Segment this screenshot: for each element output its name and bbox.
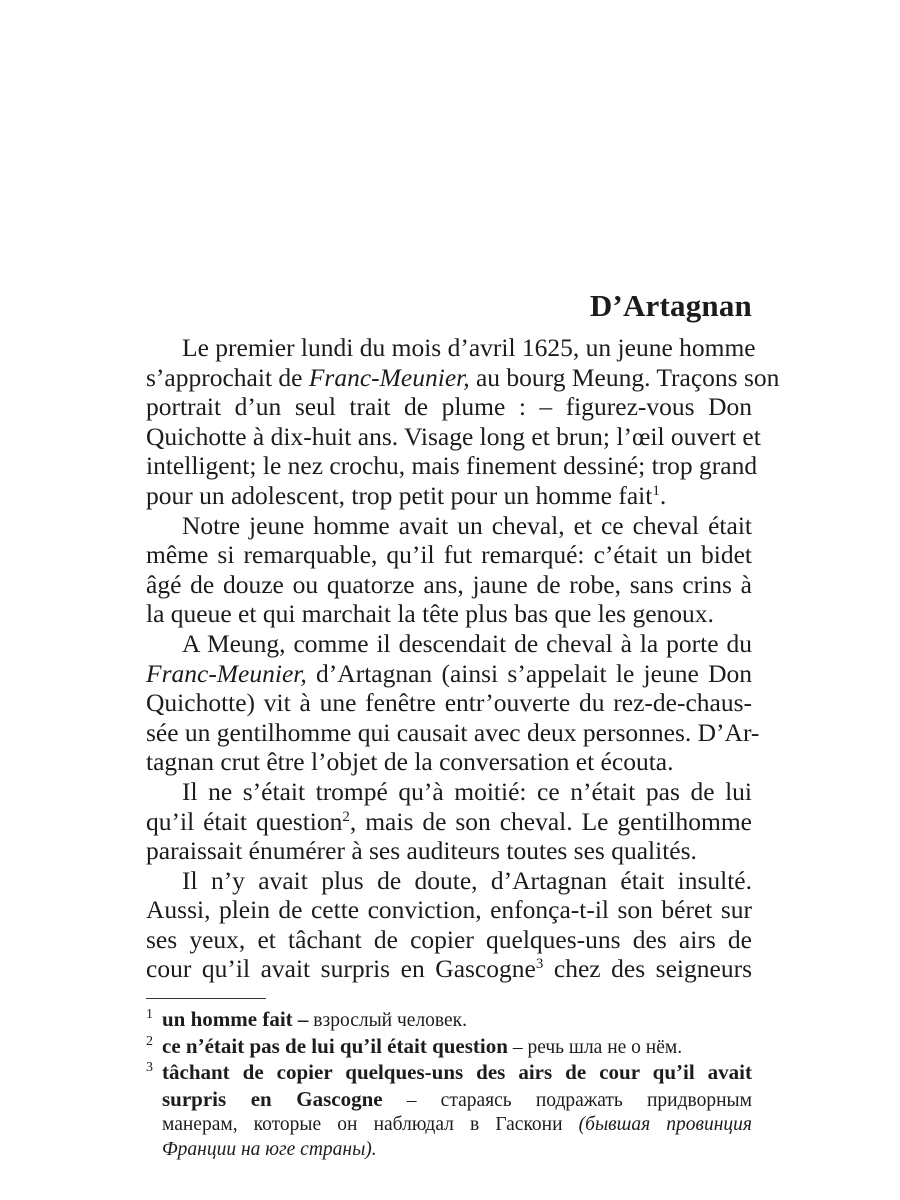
text-run: ses yeux, et tâchant de copier quelques-uns des airs de [146, 924, 752, 954]
footnote-ref: 3 [535, 956, 544, 973]
text-run: paraissait énumérer à ses auditeurs toutes ses qualités. [146, 836, 697, 866]
text-line [146, 895, 752, 925]
text-line [146, 717, 760, 748]
text-run: intelligent; le nez crochu, mais finement dessiné; trop grand [146, 451, 758, 481]
text-line [146, 925, 752, 955]
text-run: Notre jeune homme avait un cheval, et ce cheval était [182, 510, 752, 540]
paragraph [146, 628, 760, 777]
bold-run: ce n’était pas de lui qu’il était question [162, 1033, 508, 1058]
paragraph [146, 777, 752, 866]
text-run: même si remarquable, qu’il fut remarqué: c’était un bidet [146, 540, 752, 570]
page [146, 287, 780, 1162]
text-run: s’approchait de [146, 362, 309, 392]
footnote-ref: 2 [342, 808, 350, 825]
text-run: âgé de douze ou quatorze ans, jaune de robe, sans crins à [146, 569, 752, 599]
paragraph [146, 866, 752, 984]
text-run: tagnan crut être l’objet de la conversation et écouta. [146, 747, 674, 777]
text-run: взрослый человек. [308, 1010, 468, 1032]
text-run: Quichotte) vit à une fenêtre entr’ouverte du rez-de-chaus- [146, 688, 752, 718]
text-line [146, 392, 752, 422]
footnote-separator [146, 998, 266, 999]
text-run: Il n’y avait plus de doute, d’Artagnan était insulté. [182, 865, 752, 895]
text-line [146, 570, 752, 600]
paragraph [146, 511, 752, 629]
text-run: la queue et qui marchait la tête plus bas que les genoux. [146, 599, 714, 629]
bold-run: surpris en Gascogne [162, 1086, 383, 1111]
footnotes [146, 1007, 752, 1162]
footnote-line [162, 1034, 752, 1061]
footnote-line [162, 1087, 752, 1114]
text-run: au bourg Meung. Traçons son [469, 362, 780, 392]
text-run: A Meung, comme il descendait de cheval à la porte du [182, 628, 752, 658]
footnote-number: 1 [146, 1007, 153, 1023]
text-line [146, 511, 752, 541]
bold-run: tâchant de copier quelques-uns des airs de cour qu’il avait [162, 1060, 752, 1085]
text-run: d’Artagnan (ainsi s’appelait le jeune Don [306, 658, 752, 688]
text-run: pour un adolescent, trop petit pour un homme fait [146, 480, 653, 510]
footnote-ref: 1 [652, 482, 660, 499]
text-run: Aussi, plein de cette conviction, enfonça-t-il son béret sur [146, 895, 752, 925]
italic-run: Franc-Meunier, [308, 362, 470, 392]
text-line [146, 866, 752, 896]
text-run: манерам, которые он наблюдал в Гаскони [162, 1114, 579, 1136]
text-line [146, 777, 752, 807]
text-line [146, 333, 756, 363]
text-run: Le premier lundi du mois d’avril 1625, un jeune homme [182, 333, 756, 362]
body-text [146, 333, 780, 984]
text-line [146, 599, 752, 629]
text-line [146, 747, 752, 777]
italic-run: Franc-Meunier, [146, 658, 307, 688]
text-run: cour qu’il avait surpris en Gascogne [146, 954, 536, 984]
text-run: chez des seigneurs [543, 954, 752, 984]
text-line [146, 688, 752, 718]
chapter-title: D’Artagnan [589, 288, 752, 323]
footnote [146, 1034, 752, 1061]
text-run: – речь шла не о нём. [507, 1036, 683, 1058]
text-run: – стараясь подражать придворным [382, 1089, 752, 1111]
paragraph [146, 333, 780, 511]
text-line [146, 954, 752, 984]
text-run: Quichotte à dix-huit ans. Visage long et brun; l’œil ouvert et [146, 421, 761, 451]
footnote-line [162, 1007, 752, 1034]
text-line [146, 659, 752, 689]
text-line [146, 836, 752, 866]
italic-run: Франции на юге страны). [162, 1138, 377, 1160]
text-line [146, 362, 780, 393]
text-line [146, 481, 752, 511]
bold-run: un homme fait – [162, 1007, 309, 1032]
footnote [146, 1007, 752, 1034]
text-run: Il ne s’était trompé qu’à moitié: ce n’était pas de lui [182, 776, 752, 806]
footnote [146, 1060, 752, 1162]
text-run: , mais de son cheval. Le gentilhomme [349, 806, 752, 836]
footnote-number: 2 [146, 1033, 153, 1049]
text-line [146, 540, 752, 570]
text-line [146, 807, 752, 837]
text-line [146, 629, 752, 659]
footnote-line [162, 1060, 752, 1087]
text-run: qu’il était question [146, 806, 343, 836]
footnote-line [162, 1138, 752, 1163]
text-line [146, 421, 761, 452]
text-run: portrait d’un seul trait de plume : – figurez-vous Don [146, 392, 752, 422]
footnote-number: 3 [146, 1060, 153, 1076]
italic-run: (бывшая провинция [578, 1114, 752, 1136]
text-run: . [659, 480, 667, 510]
text-run: sée un gentilhomme qui causait avec deux personnes. D’Ar- [146, 717, 760, 747]
text-line [146, 451, 758, 481]
footnote-line [162, 1113, 752, 1138]
